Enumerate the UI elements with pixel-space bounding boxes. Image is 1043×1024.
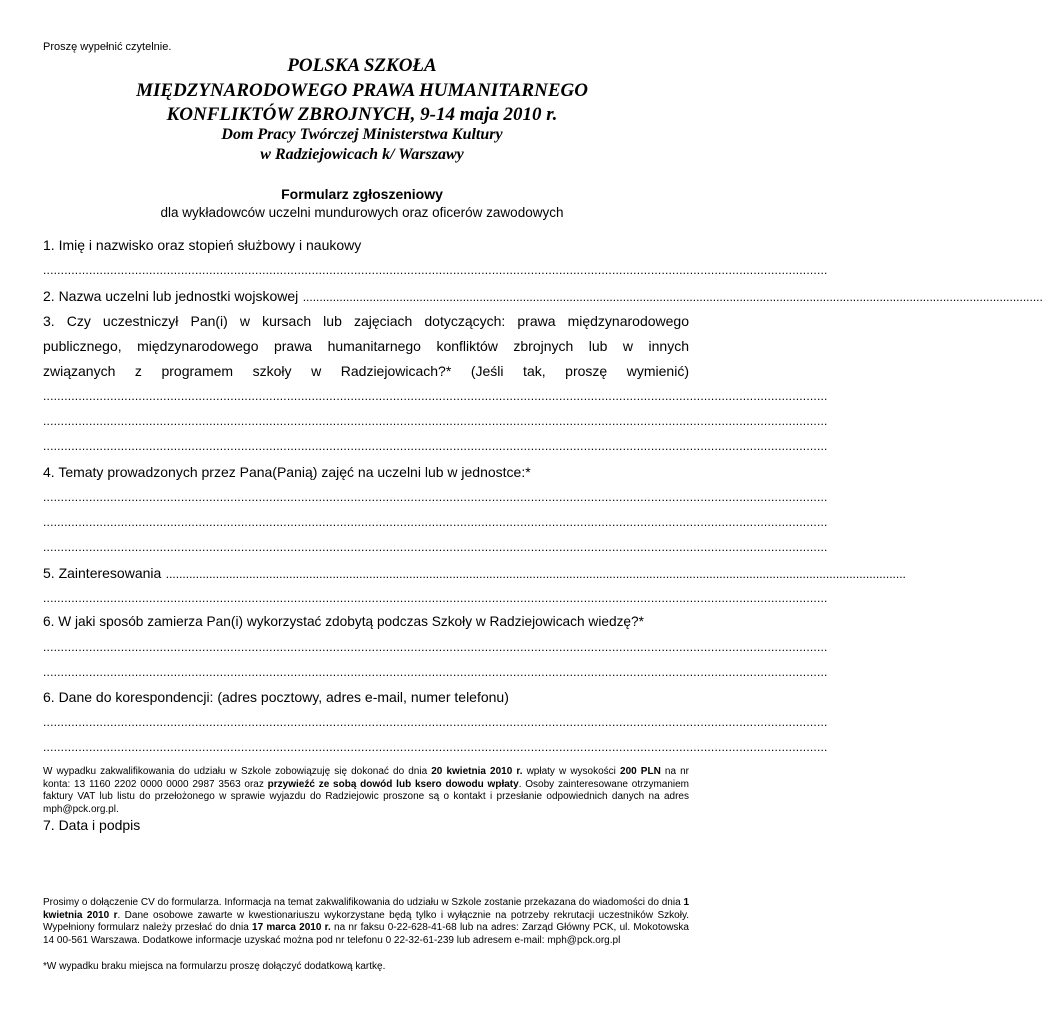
- footer-text-3: na nr faksu 0-22-628-41-68 lub na adres: Zarząd Główny PCK, ul. Mokotowska 14 00-561 Warszawa. Dodatkowe informacje uzyskać można pod nr telefonu 0 22-32-61-239 lub adresem e-mail: mph@pck.org.pl: [43, 922, 689, 946]
- payment-text-4: . Osoby zainteresowane otrzymaniem faktury VAT lub listu do przełożonego w sprawie wyjazdu do Radziejowic proszone są o kontakt i przesłanie odpowiednich danych na adres mph@pck.org.pl.: [43, 778, 690, 815]
- payment-amount: 200 PLN: [620, 766, 661, 777]
- answer-line-5[interactable]: [166, 567, 906, 581]
- answer-line-4a[interactable]: ..............................................................................................................................................................................................................................: [43, 490, 828, 504]
- school-title-line1: POLSKA SZKOŁA: [287, 55, 437, 76]
- answer-line-6c[interactable]: ..............................................................................................................................................................................................................................: [43, 715, 828, 729]
- answer-line-1[interactable]: ..............................................................................................................................................................................................................................: [43, 263, 828, 277]
- answer-line-2[interactable]: [303, 290, 1043, 304]
- school-title-line3: KONFLIKTÓW ZBROJNYCH, 9-14 maja 2010 r.: [166, 104, 558, 125]
- answer-line-3a[interactable]: ..............................................................................................................................................................................................................................: [43, 389, 828, 403]
- question-3-line3: związanych z programem szkoły w Radziejowicach?* (Jeśli tak, proszę wymienić): [43, 363, 689, 379]
- payment-proof-note: przywieźć ze sobą dowód lub ksero dowodu wpłaty: [267, 778, 519, 790]
- answer-line-6d[interactable]: ..............................................................................................................................................................................................................................: [43, 740, 828, 754]
- answer-line-3b[interactable]: ..............................................................................................................................................................................................................................: [43, 414, 828, 428]
- qualification-date: 1 kwietnia 2010 r: [43, 897, 689, 921]
- answer-line-6a[interactable]: ..............................................................................................................................................................................................................................: [43, 640, 828, 654]
- question-2: 2. Nazwa uczelni lub jednostki wojskowej: [43, 288, 299, 304]
- form-subtitle: dla wykładowców uczelni mundurowych oraz oficerów zawodowych: [160, 205, 564, 220]
- answer-line-2-dots[interactable]: ..............................................................................................................................................................................................................................: [302, 290, 1043, 304]
- question-2-row: [43, 288, 1043, 306]
- answer-line-4c[interactable]: ..............................................................................................................................................................................................................................: [43, 540, 828, 554]
- fill-instruction: Proszę wypełnić czytelnie.: [43, 41, 172, 53]
- answer-line-3c[interactable]: ..............................................................................................................................................................................................................................: [43, 439, 828, 453]
- answer-line-5-dots[interactable]: ..............................................................................................................................................................................................................................: [165, 567, 906, 581]
- question-4: 4. Tematy prowadzonych przez Pana(Panią) zajęć na uczelni lub w jednostce:*: [43, 464, 531, 480]
- answer-line-4b[interactable]: ..............................................................................................................................................................................................................................: [43, 515, 828, 529]
- payment-text-2: wpłaty w wysokości: [522, 766, 621, 777]
- form-title: Formularz zgłoszeniowy: [281, 186, 443, 202]
- payment-text-3: na nr konta: 13 1160 2202 0000 0000 2987 3563 oraz: [43, 766, 690, 790]
- venue-line2: w Radziejowicach k/ Warszawy: [260, 146, 464, 163]
- answer-line-5b[interactable]: ..............................................................................................................................................................................................................................: [43, 591, 828, 605]
- footnote: *W wypadku braku miejsca na formularzu proszę dołączyć dodatkową kartkę.: [43, 961, 386, 972]
- question-3-line1: 3. Czy uczestniczył Pan(i) w kursach lub zajęciach dotyczących: prawa międzynarodowego: [43, 313, 689, 329]
- question-6: 6. W jaki sposób zamierza Pan(i) wykorzystać zdobytą podczas Szkoły w Radziejowicach wiedzę?*: [43, 614, 644, 629]
- answer-line-6b[interactable]: ..............................................................................................................................................................................................................................: [43, 665, 828, 679]
- submission-deadline: 17 marca 2010 r.: [252, 922, 331, 933]
- footer-paragraph: [43, 897, 689, 947]
- question-7: 7. Data i podpis: [43, 817, 141, 833]
- question-1: 1. Imię i nazwisko oraz stopień służbowy i naukowy: [43, 237, 362, 253]
- question-correspondence: 6. Dane do korespondencji: (adres pocztowy, adres e-mail, numer telefonu): [43, 689, 509, 705]
- school-title-line2: MIĘDZYNARODOWEGO PRAWA HUMANITARNEGO: [136, 80, 588, 101]
- footer-text-2: . Dane osobowe zawarte w kwestionariuszu wykorzystane będą tylko i wyłącznie na potrzeby rekrutacji uczestników Szkoły. Wypełniony formularz należy przesłać do dnia: [43, 909, 689, 933]
- venue-line1: Dom Pracy Twórczej Ministerstwa Kultury: [221, 126, 503, 143]
- payment-text-1: W wypadku zakwalifikowania do udziału w Szkole zobowiązuję się dokonać do dnia: [43, 766, 432, 777]
- question-5-row: [43, 565, 906, 583]
- footer-text-1: Prosimy o dołączenie CV do formularza. Informacja na temat zakwalifikowania do udziału w Szkole zostanie przekazana do wiadomości do dnia: [43, 897, 684, 908]
- payment-paragraph: [43, 766, 689, 816]
- question-5: 5. Zainteresowania: [43, 565, 162, 581]
- payment-deadline: 20 kwietnia 2010 r.: [431, 766, 523, 777]
- question-3-line2: publicznego, międzynarodowego prawa humanitarnego konfliktów zbrojnych lub w innych: [43, 338, 689, 354]
